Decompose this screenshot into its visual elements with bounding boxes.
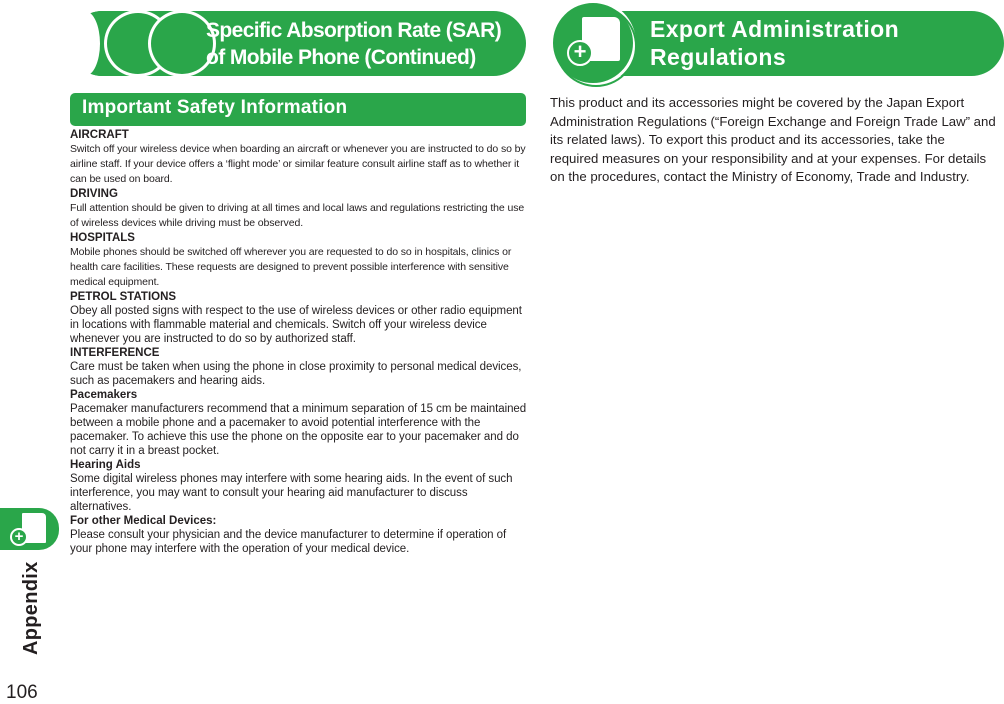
plus-icon: + (10, 528, 28, 546)
item-text: Care must be taken when using the phone in close proximity to personal medical devices, such as pacemakers and hearing aids. (70, 361, 522, 387)
item-text: Pacemaker manufacturers recommend that a minimum separation of 15 cm be maintained between a mobile phone and a pacemaker to avoid potential interference with the pacemaker. To achieve this use the phone on the opposite ear to your pacemaker and do not carry it in a breast pocket. (70, 403, 527, 457)
item-text: Obey all posted signs with respect to the use of wireless devices or other radio equipment in locations with flammable material and chemicals. Switch off your wireless device whenever you are instructed to do so by authorized staff. (70, 305, 522, 345)
item-text: Please consult your physician and the device manufacturer to determine if operation of your phone may interfere with the operation of your medical device. (70, 529, 507, 555)
safety-info-column (70, 128, 530, 556)
item-text: Full attention should be given to driving at all times and local laws and regulations restricting the use of wireless devices while driving must be observed. (70, 202, 525, 229)
export-header (550, 0, 1004, 90)
item-text: Some digital wireless phones may interfere with some hearing aids. In the event of such interference, you may want to consult your hearing aid manufacturer to discuss alternatives. (70, 473, 513, 513)
export-title: Export Administration Regulations (650, 16, 900, 70)
appendix-label: Appendix (20, 561, 42, 655)
page-number: 106 (6, 682, 38, 703)
item-heading: DRIVING (70, 188, 118, 200)
item-heading: For other Medical Devices: (70, 515, 217, 527)
item-text: Switch off your wireless device when boarding an aircraft or whenever you are instructed to do so by airline staff. If your device offers a ‘flight mode’ or similar feature consult airline staff as to whether it can be used on board. (70, 143, 526, 185)
item-heading: HOSPITALS (70, 232, 135, 244)
item-heading: Hearing Aids (70, 459, 141, 471)
item-text: Mobile phones should be switched off wherever you are requested to do so in hospitals, clinics or health care facilities. These requests are designed to prevent possible interference with sensitive medical equipment. (70, 246, 512, 288)
sar-title: Specific Absorption Rate (SAR) of Mobile Phone (Continued) (206, 19, 502, 69)
sar-header (70, 11, 526, 76)
appendix-tab (0, 508, 59, 550)
item-heading: Pacemakers (70, 389, 138, 401)
export-paragraph: This product and its accessories might be covered by the Japan Export Administration Regulations (“Foreign Exchange and Foreign Trade Law” and its related laws). To export this product and its accessories, take the required measures on your responsibility and at your expenses. For details on the procedures, contact the Ministry of Economy, Trade and Industry. (550, 95, 996, 184)
item-heading: INTERFERENCE (70, 347, 160, 359)
item-heading: AIRCRAFT (70, 129, 129, 141)
section-title: Important Safety Information (82, 97, 348, 118)
item-heading: PETROL STATIONS (70, 291, 177, 303)
section-title-bar (70, 93, 526, 126)
plus-icon: + (567, 40, 593, 66)
